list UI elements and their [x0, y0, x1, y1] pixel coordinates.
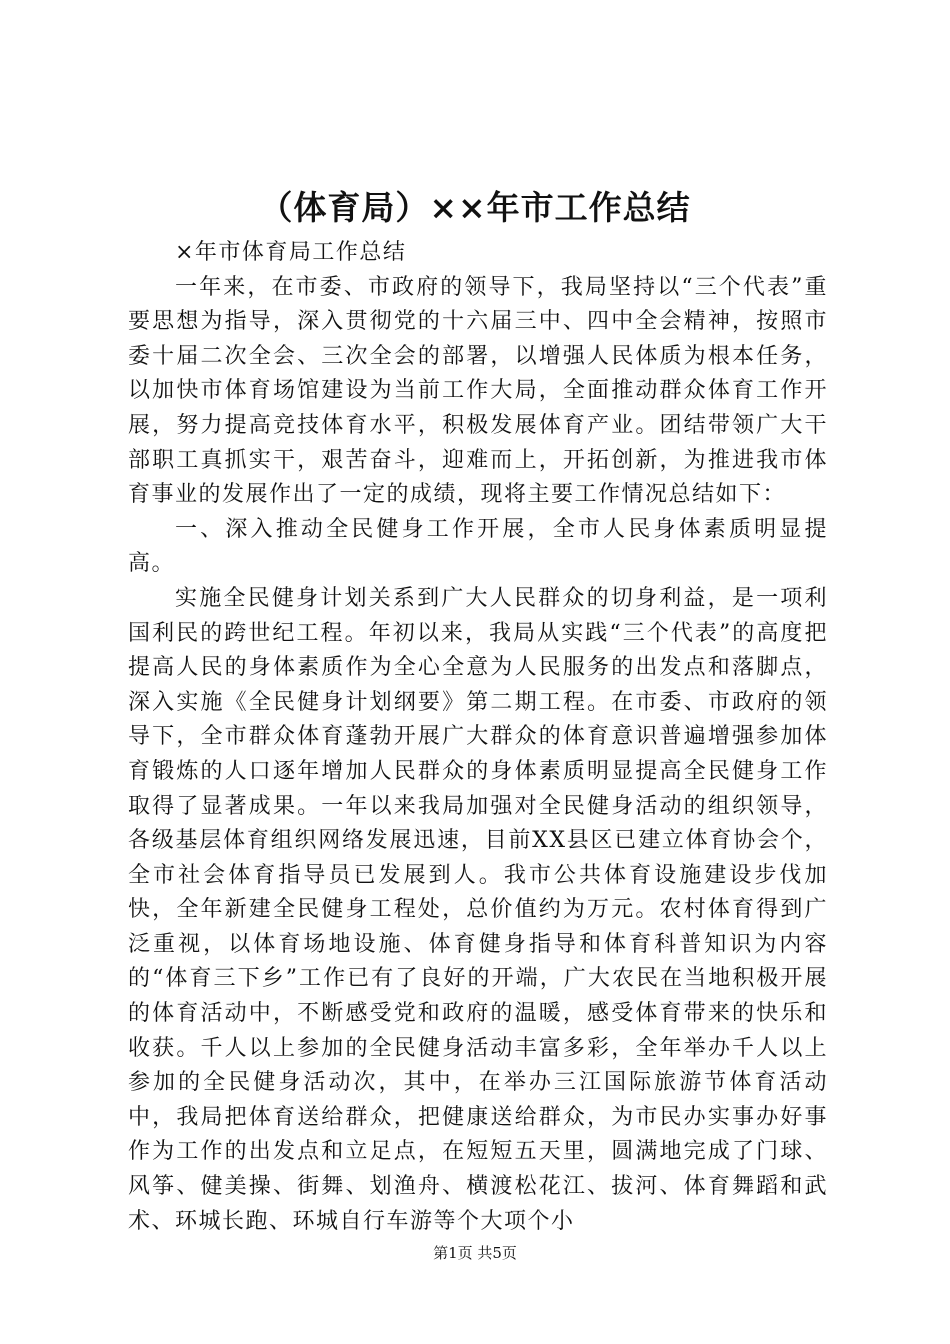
paragraph-intro: 一年来，在市委、市政府的领导下，我局坚持以“三个代表”重要思想为指导，深入贯彻党的十六届三中、四中全会精神，按照市委十届二次全会、三次全会的部署，以增强人民体质为根本任务，以加快市体育场馆建设为当前工作大局，全面推动群众体育工作开展，努力提高竞技体育水平，积极发展体育产业。团结带领广大干部职工真抓实干，艰苦奋斗，迎难而上，开拓创新，为推进我市体育事业的发展作出了一定的成绩，现将主要工作情况总结如下： — [128, 274, 828, 508]
paragraph-subtitle: ×年市体育局工作总结 — [175, 240, 407, 265]
document-title: （体育局）××年市工作总结 — [259, 188, 691, 227]
page-number-footer: 第1页 共5页 — [433, 1244, 517, 1262]
paragraph-body-1: 实施全民健身计划关系到广大人民群众的切身利益，是一项利国利民的跨世纪工程。年初以来，我局从实践“三个代表”的高度把提高人民的身体素质作为全心全意为人民服务的出发点和落脚点，深入实施《全民健身计划纲要》第二期工程。在市委、市政府的领导下，全市群众体育蓬勃开展广大群众的体育意识普遍增强参加体育锻炼的人口逐年增加人民群众的身体素质明显提高全民健身工作取得了显著成果。一年以来我局加强对全民健身活动的组织领导，各级基层体育组织网络发展迅速，目前XX县区已建立体育协会个，全市社会体育指导员已发展到人。我市公共体育设施建设步伐加快，全年新建全民健身工程处，总价值约为万元。农村体育得到广泛重视，以体育场地设施、体育健身指导和体育科普知识为内容的“体育三下乡”工作已有了良好的开端，广大农民在当地积极开展的体育活动中，不断感受党和政府的温暖，感受体育带来的快乐和收获。千人以上参加的全民健身活动丰富多彩，全年举办千人以上参加的全民健身活动次，其中，在举办三江国际旅游节体育活动中，我局把体育送给群众，把健康送给群众，为市民办实事办好事作为工作的出发点和立足点，在短短五天里，圆满地完成了门球、风筝、健美操、街舞、划渔舟、横渡松花江、拔河、体育舞蹈和武术、环城长跑、环城自行车游等个大项个小 — [128, 585, 828, 1234]
paragraph-heading-1: 一、深入推动全民健身工作开展，全市人民身体素质明显提高。 — [128, 516, 828, 577]
document-body — [128, 236, 828, 1239]
